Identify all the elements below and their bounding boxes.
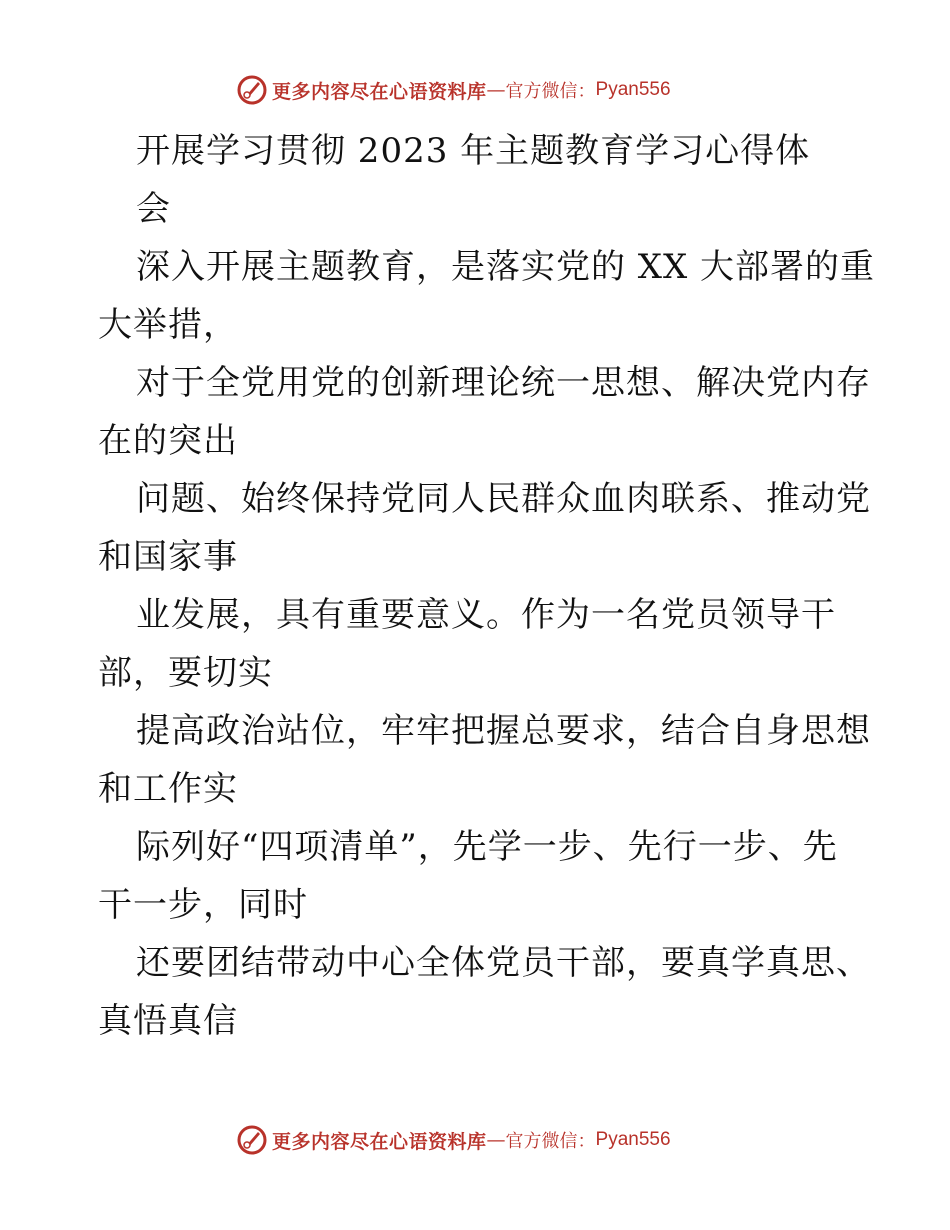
header-watermark [236, 73, 671, 107]
watermark-wechat-label: 官方微信： [505, 81, 596, 102]
watermark-wechat-label: 官方微信： [505, 1131, 596, 1152]
paragraph-line: 对于全党用党的创新理论统一思想、解决党内存 [136, 363, 871, 403]
watermark-brand: 更多内容尽在心语资料库 [272, 80, 487, 103]
footer-watermark [236, 1123, 671, 1157]
watermark-brand: 更多内容尽在心语资料库 [272, 1130, 487, 1153]
document-title: 开展学习贯彻 2023 年主题教育学习心得体 [136, 131, 811, 171]
paragraph-line: 业发展，具有重要意义。作为一名党员领导干 [136, 595, 836, 635]
watermark-wechat-id: Pyan556 [595, 79, 671, 100]
paragraph-line: 提高政治站位，牢牢把握总要求，结合自身思想 [136, 711, 871, 751]
paragraph-line: 深入开展主题教育，是落实党的 XX 大部署的重 [136, 247, 876, 287]
paragraph-line: 干一步，同时 [98, 885, 308, 925]
paragraph-line: 大举措， [98, 305, 238, 345]
document-title-continued: 会 [136, 189, 171, 229]
quill-logo-icon [236, 74, 268, 106]
document-body [98, 122, 876, 1050]
paragraph-line: 际列好“四项清单”，先学一步、先行一步、先 [136, 827, 838, 867]
paragraph-line: 问题、始终保持党同人民群众血肉联系、推动党 [136, 479, 871, 519]
paragraph-line: 和工作实 [98, 769, 238, 809]
paragraph-line: 和国家事 [98, 537, 238, 577]
watermark-separator: — [486, 1129, 506, 1151]
watermark-separator: — [486, 79, 506, 101]
paragraph-line: 在的突出 [98, 421, 238, 461]
paragraph-line: 部，要切实 [98, 653, 273, 693]
watermark-wechat-id: Pyan556 [595, 1129, 671, 1150]
paragraph-line: 还要团结带动中心全体党员干部，要真学真思、 [136, 943, 871, 983]
quill-logo-icon [236, 1124, 268, 1156]
paragraph-line: 真悟真信 [98, 1001, 238, 1041]
